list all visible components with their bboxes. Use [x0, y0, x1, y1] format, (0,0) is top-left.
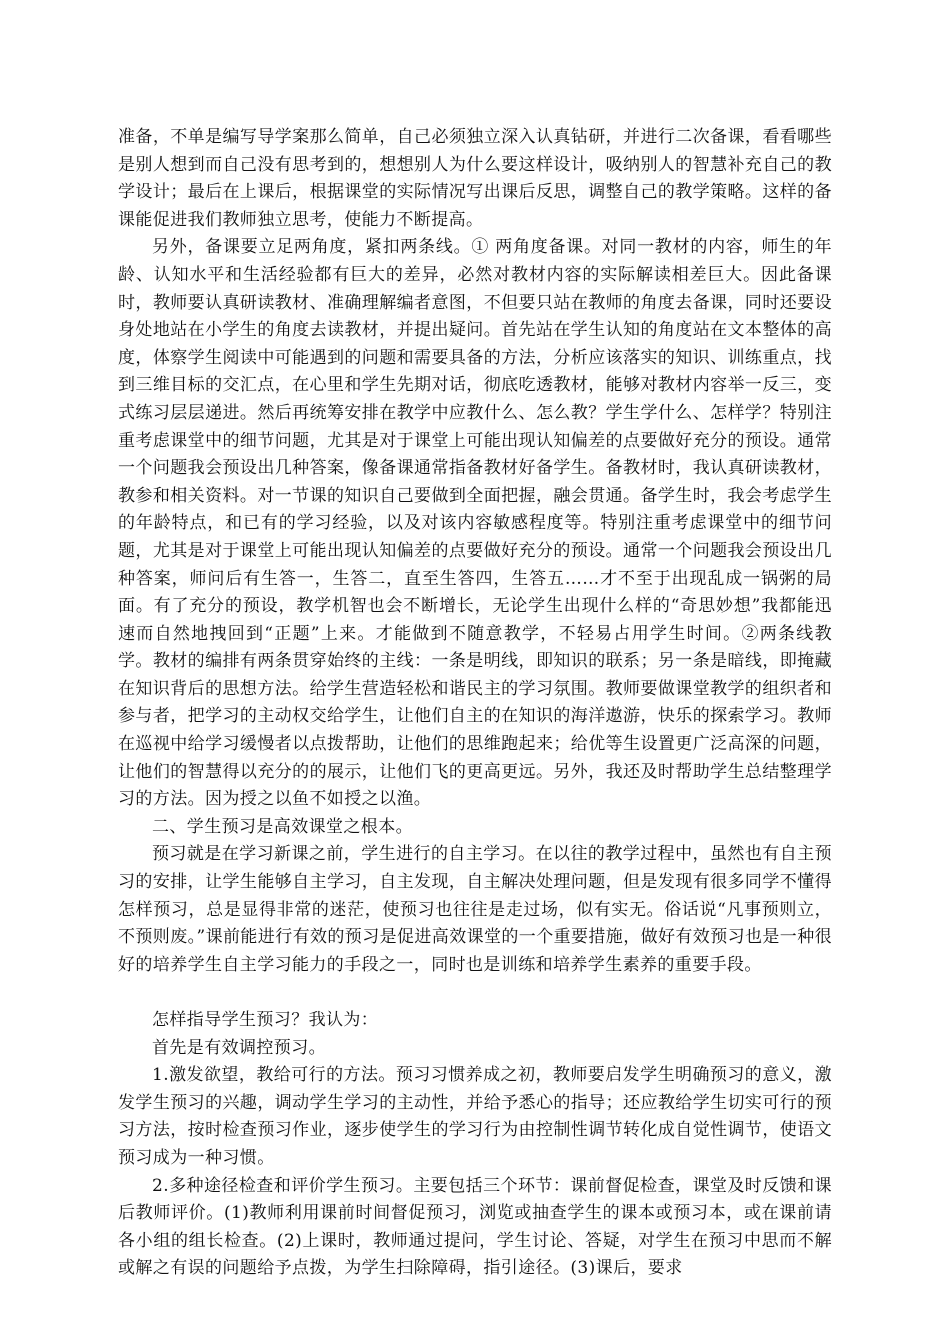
- paragraph-preview-intro: 预习就是在学习新课之前，学生进行的自主学习。在以往的教学过程中，虽然也有自主预习的安排，让学生能够自主学习，自主发现，自主解决处理问题，但是发现有很多同学不懂得怎样预习，总是显得非常的迷茫，使预习也往往是走过场，似有实无。俗话说“凡事预则立，不预则废。”课前能进行有效的预习是促进高效课堂的一个重要措施，做好有效预习也是一种很好的培养学生自主学习能力的手段之一，同时也是训练和培养学生素养的重要手段。: [118, 844, 832, 975]
- paragraph-item-2: 2.多种途径检查和评价学生预习。主要包括三个环节：课前督促检查，课堂及时反馈和课后教师评价。(1)教师利用课前时间督促预习，浏览或抽查学生的课本或预习本，或在课前请各小组的组长检查。(2)上课时，教师通过提问，学生讨论、答疑，对学生在预习中思而不解或解之有误的问题给予点拨，为学生扫除障碍，指引途径。(3)课后，要求: [118, 1175, 832, 1279]
- section-heading-preview: 二、学生预习是高效课堂之根本。: [152, 816, 413, 837]
- document-body: [118, 124, 832, 1283]
- paragraph-how-to-guide: 怎样指导学生预习？我认为：: [152, 1010, 379, 1030]
- paragraph-two-angles: 另外，备课要立足两角度，紧扣两条线。① 两角度备课。对同一教材的内容，师生的年龄、认知水平和生活经验都有巨大的差异，必然对教材内容的实际解读相差巨大。因此备课时，教师要认真研读教材、准确理解编者意图，不但要只站在教师的角度去备课，同时还要设身处地站在小学生的角度去读教材，并提出疑问。首先站在学生认知的角度站在文本整体的高度，体察学生阅读中可能遇到的问题和需要具备的方法，分析应该落实的知识、训练重点，找到三维目标的交汇点，在心里和学生先期对话，彻底吃透教材，能够对教材内容举一反三，变式练习层层递进。然后再统筹安排在教学中应教什么、怎么教？学生学什么、怎样学？特别注重考虑课堂中的细节问题，尤其是对于课堂上可能出现认知偏差的点要做好充分的预设。通常一个问题我会预设出几种答案，像备课通常指备教材好备学生。备教材时，我认真研读教材，教参和相关资料。对一节课的知识自己要做到全面把握，融会贯通。备学生时，我会考虑学生的年龄特点，和已有的学习经验，以及对该内容敏感程度等。特别注重考虑课堂中的细节问题，尤其是对于课堂上可能出现认知偏差的点要做好充分的预设。通常一个问题我会预设出几种答案，师问后有生答一，生答二，直至生答四，生答五……才不至于出现乱成一锅粥的局面。有了充分的预设，教学机智也会不断增长，无论学生出现什么样的“奇思妙想”我都能迅速而自然地拽回到“正题”上来。才能做到不随意教学，不轻易占用学生时间。②两条线教学。教材的编排有两条贯穿始终的主线：一条是明线，即知识的联系；另一条是暗线，即掩藏在知识背后的思想方法。给学生营造轻松和谐民主的学习氛围。教师要做课堂教学的组织者和参与者，把学习的主动权交给学生，让他们自主的在知识的海洋遨游，快乐的探索学习。教师在巡视中给学习缓慢者以点拨帮助，让他们的思维跑起来；给优等生设置更广泛高深的问题，让他们的智慧得以充分的的展示，让他们飞的更高更远。另外，我还及时帮助学生总结整理学习的方法。因为授之以鱼不如授之以渔。: [118, 237, 832, 810]
- paragraph-first-control: 首先是有效调控预习。: [152, 1037, 326, 1058]
- paragraph-item-1: 1.激发欲望，教给可行的方法。预习习惯养成之初，教师要启发学生明确预习的意义，激发学生预习的兴趣，调动学生学习的主动性，并给予悉心的指导；还应教给学生切实可行的预习方法，按时检查预习作业，逐步使学生的学习行为由控制性调节转化成自觉性调节，使语文预习成为一种习惯。: [118, 1065, 832, 1168]
- blank-line: [118, 979, 832, 1007]
- paragraph-continued-preparation: 准备，不单是编写导学案那么简单，自己必须独立深入认真钻研，并进行二次备课，看看哪些是别人想到而自己没有思考到的，想想别人为什么要这样设计，吸纳别人的智慧补充自己的教学设计；最后在上课后，根据课堂的实际情况写出课后反思，调整自己的教学策略。这样的备课能促进我们教师独立思考，使能力不断提高。: [118, 127, 832, 230]
